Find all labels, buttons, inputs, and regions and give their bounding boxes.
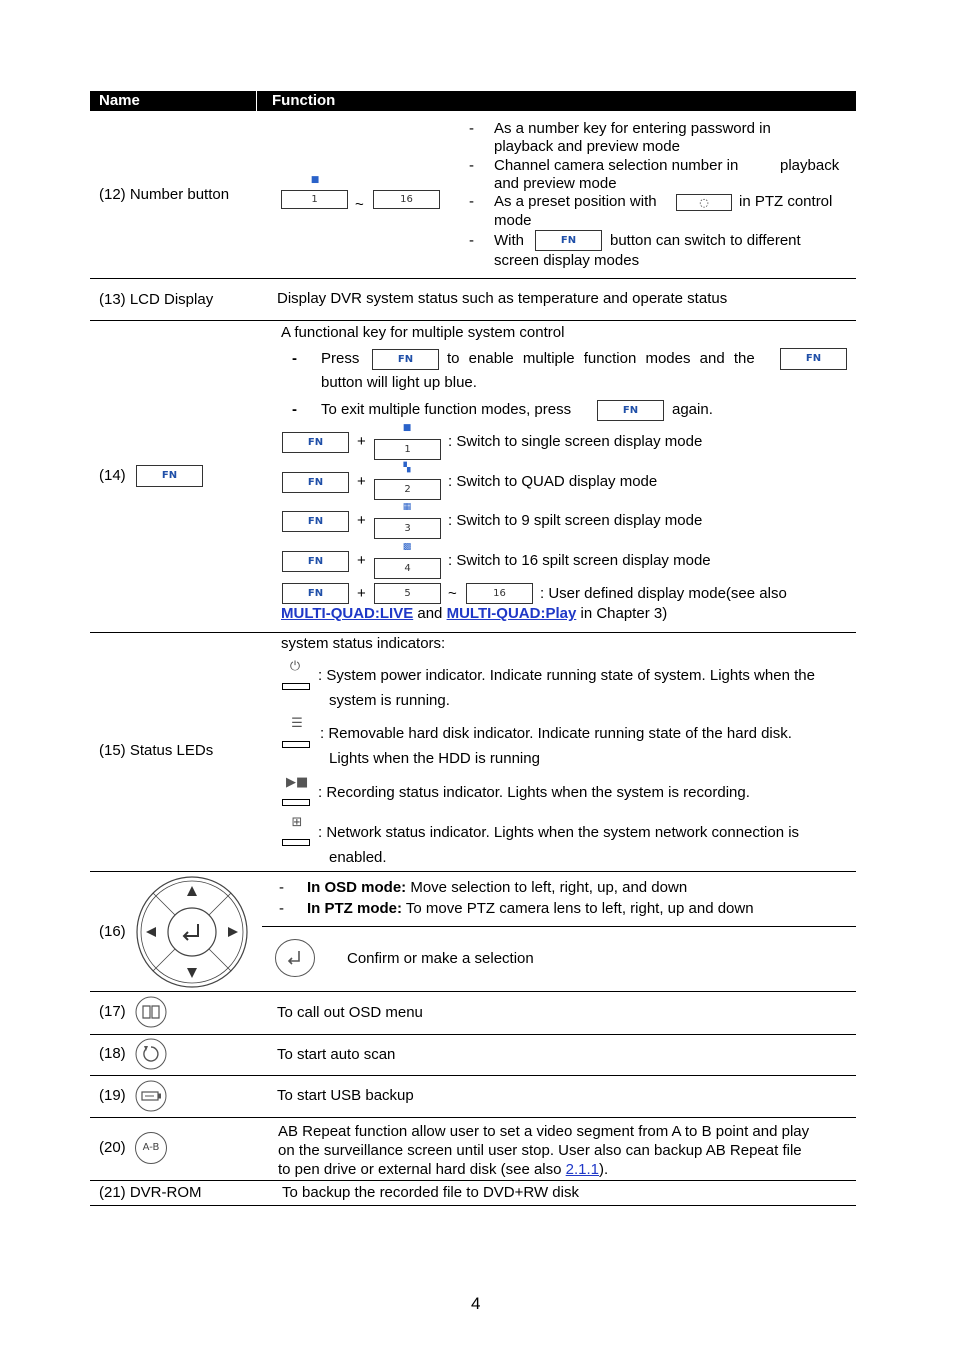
- row12-b4-a: With: [494, 232, 524, 249]
- hdd-led: [282, 741, 310, 748]
- network-icon: ⊞: [291, 815, 303, 830]
- row-divider: [90, 991, 856, 992]
- row-divider: [90, 1205, 856, 1206]
- row12-name: (12) Number button: [99, 186, 230, 203]
- ptz-text: To move PTZ camera lens to left, right, up and down: [405, 900, 754, 917]
- bullet-dash: -: [469, 232, 474, 249]
- confirm-text: Confirm or make a selection: [347, 950, 534, 967]
- page-number: 4: [471, 1294, 481, 1313]
- hdd-icon: ☰: [291, 716, 303, 731]
- row21-name: (21) DVR-ROM: [99, 1184, 202, 1201]
- plus: +: [357, 512, 366, 529]
- tilde: ~: [448, 585, 457, 602]
- header-function: Function: [272, 92, 336, 109]
- power-icon: ⏻: [289, 659, 301, 674]
- and-text: and: [417, 605, 443, 622]
- hdd-l1: : Removable hard disk indicator. Indicate running state of the hard disk.: [320, 725, 792, 742]
- enter-button[interactable]: [274, 938, 316, 978]
- auto-scan-button[interactable]: [135, 1038, 167, 1070]
- nine-screen-icon: ▦: [402, 502, 412, 512]
- row14-enable-text: to enable multiple function modes and the: [447, 350, 755, 367]
- osd-line: [307, 879, 687, 897]
- row15-name: (15) Status LEDs: [99, 742, 214, 759]
- bullet-dash: -: [292, 401, 297, 418]
- combo5-desc: : User defined display mode(see also: [540, 585, 787, 602]
- row20-l3: [278, 1161, 608, 1179]
- plus: +: [357, 552, 366, 569]
- row20-l2: on the surveillance screen until user stop. User also can backup AB Repeat file: [278, 1142, 802, 1159]
- row17-desc: To call out OSD menu: [277, 1004, 423, 1021]
- number-key-1[interactable]: 1: [374, 439, 441, 460]
- row12-b2-l2: and preview mode: [494, 175, 617, 192]
- osd-text: Move selection to left, right, up, and down: [410, 879, 688, 896]
- row12-b1-l1: As a number key for entering password in: [494, 120, 771, 137]
- power-l2: system is running.: [329, 692, 450, 709]
- row18-name: (18): [99, 1045, 126, 1062]
- row19-desc: To start USB backup: [277, 1087, 414, 1104]
- tilde: ~: [355, 196, 364, 213]
- header-divider: [256, 91, 257, 111]
- row12-b4-b: button can switch to different: [610, 232, 801, 249]
- number-key-1[interactable]: 1: [281, 190, 348, 209]
- fn-key[interactable]: FN: [282, 511, 349, 532]
- row12-b2-l1b: playback: [780, 157, 840, 174]
- row12-b3-b: in PTZ control: [739, 193, 833, 210]
- record-icon: ▶■: [286, 775, 309, 790]
- row-divider: [90, 871, 856, 872]
- fn-key[interactable]: FN: [282, 583, 349, 604]
- row12-b3-a: As a preset position with: [494, 193, 657, 210]
- row-divider: [90, 278, 856, 279]
- row20-l1: AB Repeat function allow user to set a video segment from A to B point and play: [278, 1123, 810, 1140]
- row20-name: (20): [99, 1139, 126, 1156]
- row20-l3b: ).: [599, 1161, 609, 1178]
- menu-button[interactable]: [135, 996, 167, 1028]
- row19-name: (19): [99, 1087, 126, 1104]
- row-divider: [90, 320, 856, 321]
- row12-b3-l2: mode: [494, 212, 532, 229]
- row12-b2-l1a: Channel camera selection number in: [494, 157, 739, 174]
- plus: +: [357, 433, 366, 450]
- bullet-dash: -: [469, 120, 474, 137]
- bullet-dash: -: [279, 900, 284, 917]
- network-led: [282, 839, 310, 846]
- row21-desc: To backup the recorded file to DVD+RW disk: [282, 1184, 579, 1201]
- fn-key[interactable]: FN: [535, 230, 602, 251]
- row-divider: [90, 1180, 856, 1181]
- fn-key[interactable]: FN: [282, 472, 349, 493]
- usb-backup-button[interactable]: [135, 1080, 167, 1112]
- number-key-4[interactable]: 4: [374, 558, 441, 579]
- row14-press: Press: [321, 350, 360, 367]
- number-key-5[interactable]: 5: [374, 583, 441, 604]
- number-key-16[interactable]: 16: [373, 190, 440, 209]
- hdd-l2: Lights when the HDD is running: [329, 750, 540, 767]
- row16-name: (16): [99, 923, 126, 940]
- row-divider: [90, 1075, 856, 1076]
- multi-quad-play-link[interactable]: MULTI-QUAD:Play: [446, 605, 577, 622]
- row14-name: (14): [99, 467, 126, 484]
- row18-desc: To start auto scan: [277, 1046, 396, 1063]
- row14-intro: A functional key for multiple system control: [281, 324, 565, 341]
- number-key-16[interactable]: 16: [466, 583, 533, 604]
- row-divider: [90, 1034, 856, 1035]
- fn-key[interactable]: FN: [372, 349, 439, 370]
- combo1-desc: : Switch to single screen display mode: [448, 433, 703, 450]
- combo5-desc-l2: [281, 605, 667, 623]
- row13-desc: Display DVR system status such as temperature and operate status: [277, 290, 728, 307]
- net-l2: enabled.: [329, 849, 387, 866]
- row15-intro: system status indicators:: [281, 635, 446, 652]
- ab-repeat-button[interactable]: A-B: [135, 1132, 167, 1164]
- number-key-2[interactable]: 2: [374, 479, 441, 500]
- combo3-desc: : Switch to 9 spilt screen display mode: [448, 512, 703, 529]
- combo4-desc: : Switch to 16 spilt screen display mode: [448, 552, 711, 569]
- fn-key[interactable]: FN: [282, 432, 349, 453]
- fn-key[interactable]: FN: [597, 400, 664, 421]
- single-screen-icon: ■: [402, 423, 412, 433]
- multi-quad-live-link[interactable]: MULTI-QUAD:LIVE: [281, 605, 414, 622]
- fn-key[interactable]: FN: [780, 348, 847, 370]
- quad-screen-icon: ▚: [403, 463, 411, 473]
- chapter-text: in Chapter 3): [580, 605, 668, 622]
- fn-key[interactable]: FN: [282, 551, 349, 572]
- fn-key[interactable]: FN: [136, 465, 203, 487]
- row13-name: (13) LCD Display: [99, 291, 214, 308]
- record-led: [282, 799, 310, 806]
- auto-scan-key[interactable]: [676, 194, 732, 211]
- ptz-line: [307, 900, 754, 918]
- combo2-desc: : Switch to QUAD display mode: [448, 473, 658, 490]
- row20-l3a: to pen drive or external hard disk (see also: [278, 1161, 562, 1178]
- section-link[interactable]: 2.1.1: [565, 1161, 600, 1178]
- single-screen-icon: ■: [310, 175, 320, 185]
- rec-l1: : Recording status indicator. Lights when the system is recording.: [318, 784, 750, 801]
- bullet-dash: -: [469, 157, 474, 174]
- row12-b1-l2: playback and preview mode: [494, 138, 680, 155]
- plus: +: [357, 585, 366, 602]
- bullet-dash: -: [292, 350, 297, 367]
- row-divider: [90, 632, 856, 633]
- power-l1: : System power indicator. Indicate running state of system. Lights when the: [318, 667, 815, 684]
- bullet-dash: -: [279, 879, 284, 896]
- sixteen-screen-icon: ▩: [402, 542, 412, 552]
- direction-pad[interactable]: [134, 874, 250, 990]
- row-divider: [90, 1117, 856, 1118]
- plus: +: [357, 473, 366, 490]
- number-key-3[interactable]: 3: [374, 518, 441, 539]
- row14-again: again.: [672, 401, 713, 418]
- bullet-dash: -: [469, 193, 474, 210]
- row14-exit-text: To exit multiple function modes, press: [321, 401, 572, 418]
- header-name: Name: [99, 92, 140, 109]
- net-l1: : Network status indicator. Lights when the system network connection is: [318, 824, 800, 841]
- row12-b4-l2: screen display modes: [494, 252, 640, 269]
- power-led: [282, 683, 310, 690]
- sub-divider: [262, 926, 856, 927]
- ptz-bold: In PTZ mode:: [307, 900, 402, 917]
- row14-enable-l2: button will light up blue.: [321, 374, 477, 391]
- osd-bold: In OSD mode:: [307, 879, 407, 896]
- auto-scan-icon: ◌: [699, 196, 709, 209]
- row17-name: (17): [99, 1003, 126, 1020]
- table-header: [90, 91, 856, 111]
